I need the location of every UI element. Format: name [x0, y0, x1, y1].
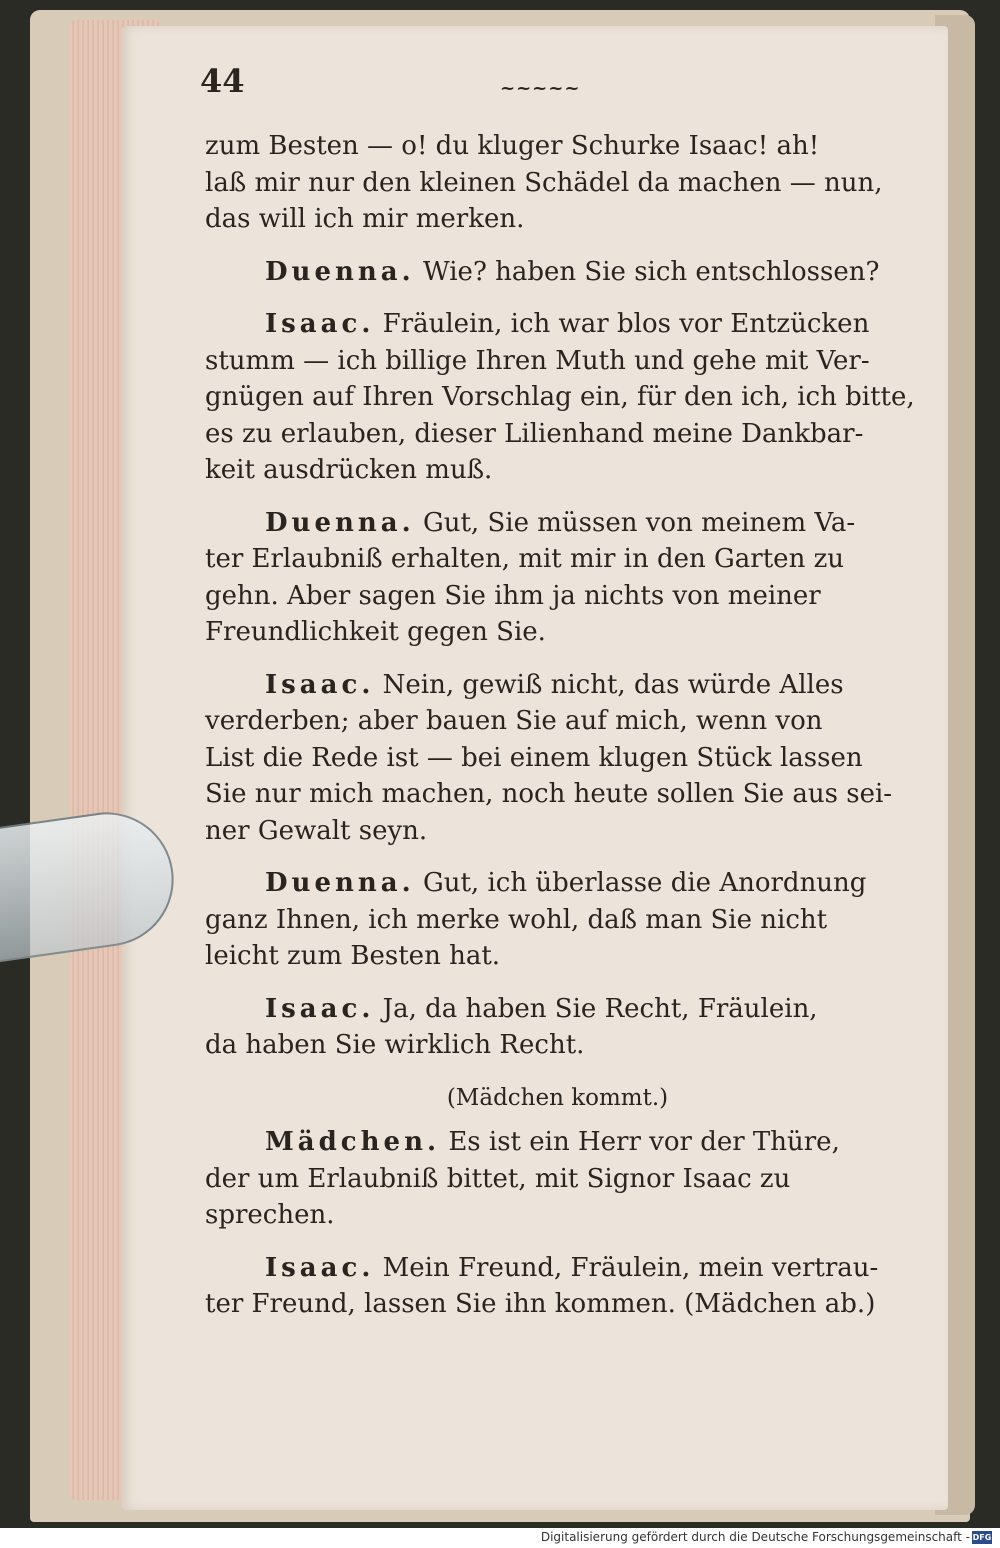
- text-line: der um Erlaubniß bittet, mit Signor Isaac zu: [205, 1163, 791, 1194]
- speaker-name: Duenna.: [265, 868, 415, 898]
- dialogue-paragraph: [205, 865, 910, 975]
- dialogue-paragraph: [205, 991, 910, 1064]
- text-line: sprechen.: [205, 1200, 335, 1230]
- text-line: gnügen auf Ihren Vorschlag ein, für den ich, ich bitte,: [205, 382, 915, 412]
- paragraph-first-line: [205, 1250, 910, 1287]
- speaker-name: Isaac.: [265, 669, 375, 700]
- dialogue-paragraph: [205, 306, 915, 489]
- text-line: ter Erlaubniß erhalten, mit mir in den Garten zu: [205, 544, 845, 574]
- speaker-name: Duenna.: [265, 507, 415, 538]
- text-line: Freundlichkeit gegen Sie.: [205, 617, 546, 647]
- line-text: Nein, gewiß nicht, das würde Alles: [382, 669, 844, 700]
- text-line: ganz Ihnen, ich merke wohl, daß man Sie nicht: [205, 904, 828, 935]
- dialogue-paragraph: [205, 505, 910, 651]
- dfg-logo: DFG: [972, 1533, 992, 1542]
- dialogue-paragraph: [205, 667, 910, 850]
- speaker-name: Isaac.: [265, 1252, 375, 1283]
- stage-direction: (Mädchen kommt.): [446, 1084, 669, 1111]
- text-line: leicht zum Besten hat.: [205, 941, 501, 971]
- speaker-name: Isaac.: [265, 993, 375, 1024]
- text-line: zum Besten — o! du kluger Schurke Isaac! ah!: [205, 131, 820, 161]
- dialogue-paragraph: [205, 1124, 910, 1234]
- page-header: [200, 62, 910, 102]
- text-paragraph: [205, 128, 910, 238]
- line-text: Es ist ein Herr vor der Thüre,: [448, 1127, 840, 1157]
- footer-bar: [0, 1528, 1000, 1548]
- text-line: da haben Sie wirklich Recht.: [205, 1030, 585, 1060]
- line-text: Gut, Sie müssen von meinem Va-: [422, 507, 856, 538]
- line-text: Gut, ich überlasse die Anordnung: [422, 868, 867, 898]
- line-text: Ja, da haben Sie Recht, Fräulein,: [382, 993, 818, 1024]
- text-line: laß mir nur den kleinen Schädel da machen — nun,: [205, 167, 883, 198]
- paragraph-first-line: [205, 1124, 910, 1161]
- speaker-name: Duenna.: [265, 256, 415, 287]
- text-line: ter Freund, lassen Sie ihn kommen. (Mädchen ab.): [205, 1289, 876, 1319]
- text-line: ner Gewalt seyn.: [205, 815, 428, 846]
- text-line: Sie nur mich machen, noch heute sollen Sie aus sei-: [205, 779, 893, 809]
- line-text: Mein Freund, Fräulein, mein vertrau-: [382, 1252, 879, 1283]
- text-line: verderben; aber bauen Sie auf mich, wenn von: [205, 706, 823, 736]
- page-number: 44: [200, 62, 245, 100]
- dialogue-paragraph: [205, 1250, 910, 1323]
- paragraph-first-line: [205, 991, 910, 1028]
- speaker-name: Isaac.: [265, 309, 375, 339]
- page-text: [205, 128, 915, 1339]
- text-line: das will ich mir merken.: [205, 204, 525, 234]
- dialogue-paragraph: [205, 254, 910, 291]
- paragraph-first-line: [205, 306, 910, 343]
- footer-credit: Digitalisierung gefördert durch die Deutsche Forschungsgemeinschaft -: [540, 1530, 970, 1544]
- paragraph-first-line: [205, 505, 910, 542]
- line-text: Wie? haben Sie sich entschlossen?: [422, 256, 880, 287]
- paragraph-first-line: [205, 865, 910, 902]
- text-line: gehn. Aber sagen Sie ihm ja nichts von meiner: [205, 580, 821, 611]
- text-line: stumm — ich billige Ihren Muth und gehe mit Ver-: [205, 345, 870, 376]
- text-line: es zu erlauben, dieser Lilienhand meine Dankbar-: [205, 418, 864, 449]
- line-text: Fräulein, ich war blos vor Entzücken: [382, 309, 870, 339]
- text-line: keit ausdrücken muß.: [205, 455, 493, 485]
- text-line: List die Rede ist — bei einem klugen Stück lassen: [205, 742, 863, 773]
- header-ornament: ~~~~~: [500, 78, 581, 99]
- paragraph-first-line: [205, 667, 910, 704]
- speaker-name: Mädchen.: [265, 1127, 441, 1157]
- paragraph-first-line: [205, 254, 910, 291]
